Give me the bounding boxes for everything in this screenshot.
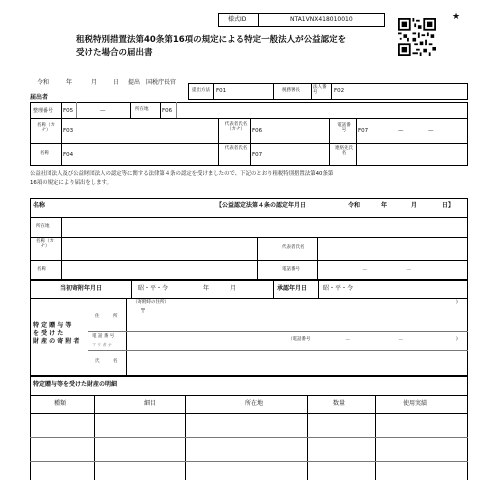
address-label: 所在地 [135, 107, 149, 112]
jurisdiction-label: 整理番号 [33, 107, 54, 114]
tax-office-label: 税務署長 [282, 88, 300, 93]
donor-phone-dash1: － [345, 338, 351, 344]
previous-name-table [30, 198, 468, 280]
date-month: 月 [91, 79, 98, 86]
phone-dash1: — [398, 128, 404, 134]
property-section-label: 特定贈与等を受けた財産の明細 [33, 381, 118, 388]
filing-method-label: 提出方法 [192, 88, 210, 93]
contact-label: 連絡先氏名 [335, 146, 353, 156]
col-quantity: 数量 [333, 400, 346, 407]
cert-date-month: 月 [411, 202, 418, 209]
rep-name-label: 代表者氏名 [224, 146, 248, 151]
cert-date-day: 日】 [442, 202, 455, 209]
col-usage: 使用実績 [403, 400, 428, 407]
jurisdiction-dash: — [100, 108, 106, 114]
star-mark: ★ [452, 12, 461, 22]
phone-code: F07 [358, 128, 369, 134]
filing-method-box [188, 83, 468, 100]
rep-kana-label: 代表者氏名（カナ） [224, 122, 248, 132]
addressee: 国税庁長官 [146, 79, 177, 86]
form-type-label: 様式ID [228, 16, 247, 23]
address-code: F06 [162, 108, 173, 114]
donor-postal-mark: 〒 [140, 308, 147, 315]
jurisdiction-code: F05 [63, 108, 74, 114]
prev-phone-dash1: － [362, 268, 368, 274]
donor-furigana-label: フ リ ガ ナ [92, 342, 112, 347]
phone-dash2: — [428, 128, 434, 134]
prev-name-kana-label: 名称（カナ） [36, 239, 54, 249]
prev-rep-name-label: 代表者氏名 [282, 245, 305, 250]
form-title-line1: 租税特別措置法第40条第16項の規定による特定一般法人が公益認定を [76, 35, 347, 45]
donor-name-label: 氏 名 [95, 359, 118, 364]
corp-number-code: F02 [334, 88, 345, 94]
donor-phone-label: 電 話 番 号 [92, 334, 115, 339]
donor-phone-dash2: － [398, 338, 404, 344]
form-title-line2: 受けた場合の届出書 [76, 48, 153, 58]
date-year: 年 [66, 79, 73, 86]
col-subitem: 細目 [144, 400, 157, 407]
donor-address-close: ) [456, 300, 458, 305]
name-kana-code: F03 [63, 128, 74, 134]
form-id-value: NTA1VNX418010010 [290, 16, 353, 23]
name-code: F04 [63, 152, 74, 158]
notice-line1: 公益社団法人及び公益財団法人の認定等に関する法律第４条の認定を受けましたので、下記のとおり租税特別措置法第40条第 [30, 171, 334, 177]
prev-phone-dash2: － [406, 268, 412, 274]
qr-code [398, 18, 436, 56]
col-location: 所在地 [245, 400, 264, 407]
rep-name-code: F07 [252, 152, 263, 158]
donor-label-line1: 特 定 贈 与 等 [33, 322, 72, 329]
name-label: 名称 [40, 151, 49, 156]
first-donation-year: 年 [203, 285, 210, 292]
filing-method-code: F01 [216, 88, 227, 94]
date-submitted: 提出 [128, 79, 141, 86]
first-donation-date-label: 当初寄附年月日 [60, 285, 103, 292]
donor-address-label: 住 所 [95, 314, 118, 319]
filer-section-label: 届出者 [30, 94, 49, 101]
phone-label: 電話番号 [337, 123, 351, 133]
col-type: 種類 [54, 400, 67, 407]
donor-address-hint: （寄附時の住所） [133, 300, 169, 305]
donor-label-line2: を 受 け た [33, 330, 64, 337]
name-kana-label: 名称（カナ） [37, 123, 55, 133]
previous-name-label: 名称 [33, 202, 46, 209]
rep-kana-code: F06 [252, 128, 263, 134]
corp-number-label: 法人番号 [313, 85, 327, 96]
approval-date-value: 昭・平・令 [323, 285, 354, 292]
cert-date-year: 年 [381, 202, 388, 209]
date-era: 令和 [37, 79, 50, 86]
date-day: 日 [113, 79, 120, 86]
notice-line2: 16項の規定により届出をします。 [30, 180, 112, 186]
donor-phone-hint: （電話番号 [288, 337, 311, 342]
donor-label-line3: 財 産 の 寄 附 者 [33, 338, 80, 345]
first-donation-date-value: 昭・平・令 [138, 285, 169, 292]
cert-date-label: 【公益認定法第４条の認定年月日 [216, 202, 307, 209]
donor-phone-close: ) [456, 337, 458, 342]
prev-phone-label: 電話番号 [282, 267, 300, 272]
prev-name-label: 名称 [37, 267, 46, 272]
cert-date-era: 令和 [348, 202, 361, 209]
first-donation-month: 月 [230, 285, 237, 292]
property-table [30, 376, 468, 480]
approval-date-label: 承認年月日 [277, 285, 308, 292]
prev-address-label: 所在地 [36, 224, 50, 229]
